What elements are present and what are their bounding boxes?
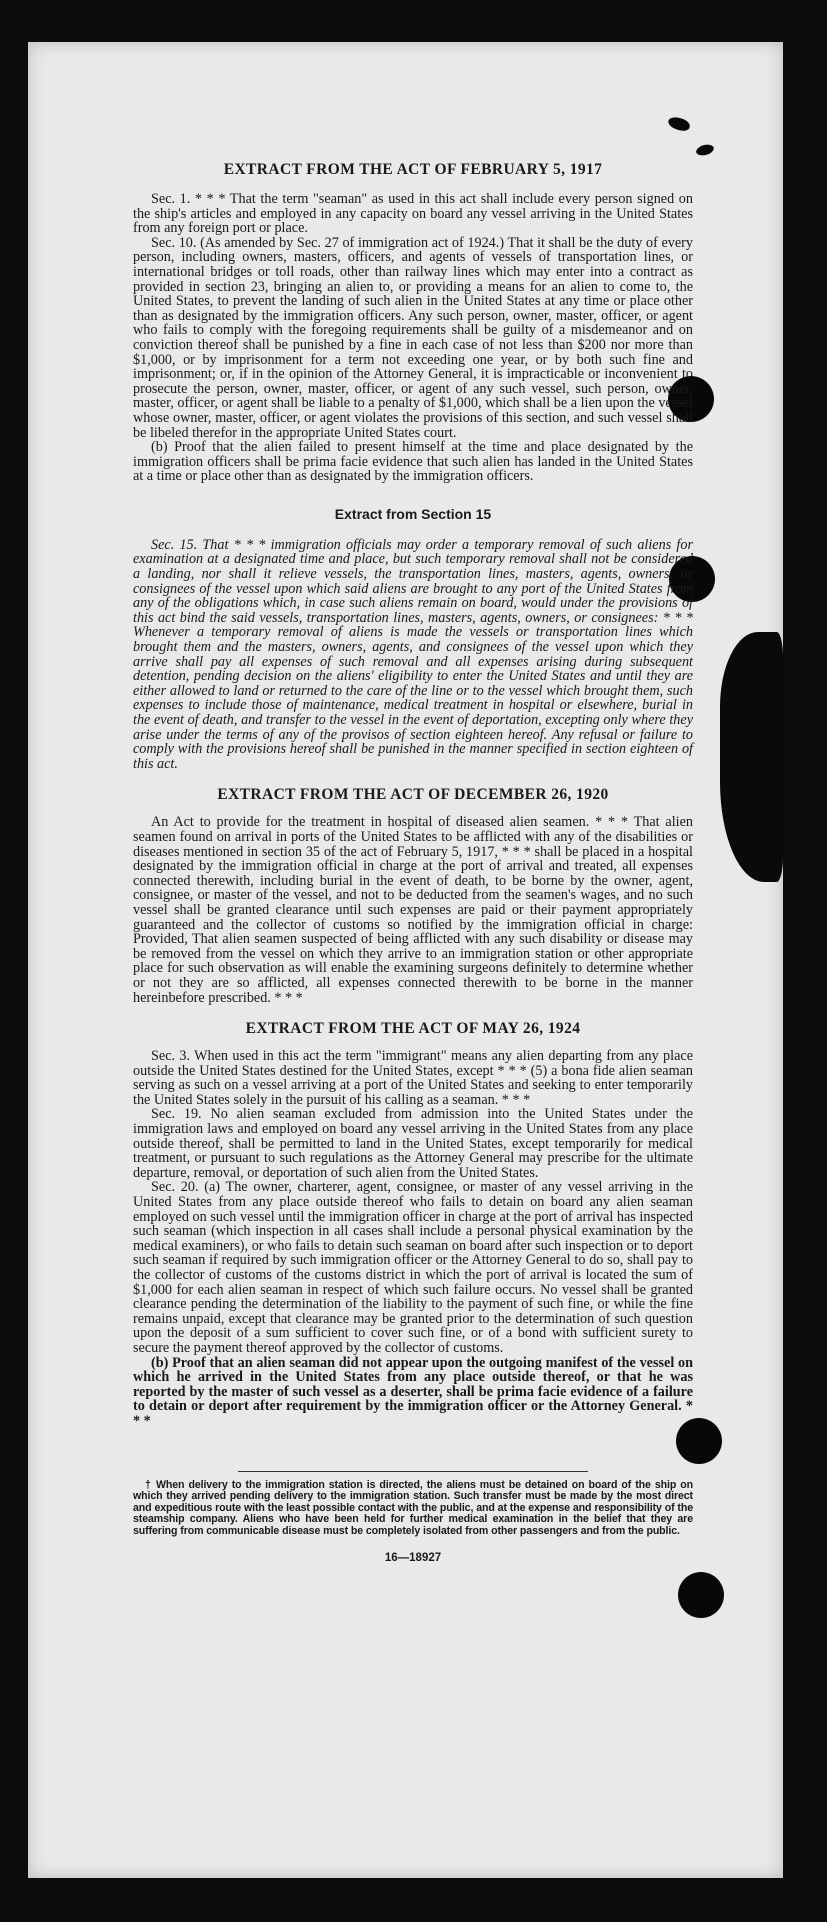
paragraph-sec-3: Sec. 3. When used in this act the term "immigrant" means any alien departing from any place outside the United States destined for the United States, except * * * (5) a bona fide alien seaman serving as such on a vessel arriving at a port of the United States and seeking to enter temporarily the United States solely in the pursuit of his calling as a seaman. * * * <box>133 1048 693 1108</box>
paragraph-sec-15: Sec. 15. That * * * immigration officials may order a temporary removal of such aliens for examination at a designated time and place, but such temporary removal shall not be considered a landing, nor shall it relieve vessels, the transportation lines, masters, agents, owners, or consignees of the vessel upon which said aliens are brought to any port of the United States from any of the obligations which, in case such aliens remain on board, would under the provisions of this act bind the said vessels, transportation lines, masters, agents, owners, or consignees: * * * Whenever a temporary removal of aliens is made the vessels or transportation lines which brought them and the masters, owners, agents, and consignees of the vessel upon which they arrive shall pay all expenses of such removal and all expenses arising during subsequent detention, pending decision on the aliens' eligibility to enter the United States and until they are either allowed to land or returned to the care of the line or to the vessel which brought them, such expenses to include those of maintenance, medical treatment in hospital or elsewhere, burial in the event of death, and transfer to the vessel in the event of deportation, excepting only where they arise under the terms of any of the provisos of section eighteen hereof. Any refusal or failure to comply with the provisions hereof shall be punished in the manner specified in section eighteen of this act. <box>133 536 693 772</box>
punch-hole-4 <box>678 1572 724 1618</box>
heading-act-1917: EXTRACT FROM THE ACT OF FEBRUARY 5, 1917 <box>223 161 603 178</box>
ink-blot-right <box>720 632 783 882</box>
paragraph-sec-1: Sec. 1. * * * That the term "seaman" as used in this act shall include every person signed on the ship's articles and employed in any capacity on board any vessel arriving in the United States from any foreign port or place. <box>133 191 693 237</box>
paragraph-sec-20-b: (b) Proof that an alien seaman did not appear upon the outgoing manifest of the vessel on which he arrived in the United States from any place outside thereof, or that he was reported by the master of such vessel as a deserter, shall be prima facie evidence of a failure to detain or deport after requirement by the immigration officer or the Attorney General. * * * <box>133 1354 693 1429</box>
ink-smudge-top-small <box>695 143 715 157</box>
footnote-divider <box>238 1471 588 1472</box>
paragraph-sec-20-a: Sec. 20. (a) The owner, charterer, agent, consignee, or master of any vessel arriving in the United States from any place outside thereof who fails to detain on board any alien seaman employed on such vessel until the immigration officer in charge at the port of arrival has inspected such seaman (which inspection in all cases shall include a personal physical examination by the medical examiners), or who fails to detain such seaman on board after such inspection or to deport such seaman if required by such immigration officer or the Attorney General to do so, shall pay to the collector of customs of the customs district in which the port of arrival is located the sum of $1,000 for each alien seaman in respect of which such failure occurs. No vessel shall be granted clearance pending the determination of the liability to the payment of such fine, or while the fine remains unpaid, except that clearance may be granted prior to the determination of such question upon the deposit of a sum sufficient to cover such fine, or of a bond with sufficient surety to secure the payment thereof approved by the collector of customs. <box>133 1179 693 1356</box>
paragraph-sec-10: Sec. 10. (As amended by Sec. 27 of immigration act of 1924.) That it shall be the duty of every person, including owners, masters, officers, and agents of vessels of transportation lines, or international bridges or toll roads, other than railway lines which may enter into a contract as provided in section 23, bringing an alien to, or providing a means for an alien to come to, the United States, to prevent the landing of such alien in the United States at any time or place other than as designated by the immigration officers. Any such person, owner, master, officer, or agent who fails to comply with the foregoing requirements shall be guilty of a misdemeanor and on conviction thereof shall be punished by a fine in each case of not less than $200 nor more than $1,000, or by imprisonment for a term not exceeding one year, or by both such fine and imprisonment; or, if in the opinion of the Attorney General, it is impracticable or inconvenient to prosecute the person, owner, master, officer, or agent of any such vessel, such person, owner, master, officer, or agent shall be liable to a penalty of $1,000, which shall be a lien upon the vessel whose owner, master, officer, or agent violates the provisions of this section, and such vessel shall be libeled therefor in the appropriate United States court. <box>133 234 693 441</box>
form-number: 16—18927 <box>384 1551 442 1564</box>
paragraph-sec-19: Sec. 19. No alien seaman excluded from admission into the United States under the immigration laws and employed on board any vessel arriving in the United States from any place outside thereof, shall be permitted to land in the United States, except temporarily for medical treatment, or pursuant to such regulations as the Attorney General may prescribe for the ultimate departure, removal, or deportation of such alien from the United States. <box>133 1106 693 1181</box>
heading-section-15: Extract from Section 15 <box>334 505 492 522</box>
ink-smudge-top <box>667 116 691 132</box>
heading-act-1924: EXTRACT FROM THE ACT OF MAY 26, 1924 <box>245 1020 581 1038</box>
heading-act-1920: EXTRACT FROM THE ACT OF DECEMBER 26, 1920 <box>217 786 609 804</box>
document-body <box>133 160 693 1564</box>
footnote: † When delivery to the immigration station is directed, the aliens must be detained on board of the ship on which they arrived pending delivery to the immigration station. Such transfer must be made by the most direct and expeditious route with the least possible contact with the public, and at the expense and responsibility of the steamship company. Aliens who have been held for further medical examination in the belief that they are suffering from communicable disease must be completely isolated from other passengers and from the public. <box>133 1478 693 1537</box>
paragraph-act-1920: An Act to provide for the treatment in hospital of diseased alien seamen. * * * That alien seamen found on arrival in ports of the United States to be afflicted with any of the disabilities or diseases mentioned in section 35 of the act of February 5, 1917, * * * shall be placed in a hospital designated by the immigration official in charge at the port of arrival and treated, all expenses connected therewith, including burial in the event of death, to be borne by the owner, agent, consignee, or master of the vessel, and not to be deducted from the seamen's wages, and no such vessel shall be granted clearance until such expenses are paid or their payment appropriately guaranteed and the collector of customs so notified by the immigration official in charge: Provided, That alien seamen suspected of being afflicted with any such disability or disease may be removed from the vessel on which they arrive to an immigration station or other appropriate place for such observation as will enable the examining surgeons definitely to determine whether or not they are so afflicted, all expenses connected therewith to be borne in the manner hereinbefore prescribed. * * * <box>133 814 693 1006</box>
paragraph-sec-10-b: (b) Proof that the alien failed to present himself at the time and place designated by the immigration officers shall be prima facie evidence that such alien has landed in the United States at a time or place other than as designated by the immigration officers. <box>133 439 693 485</box>
